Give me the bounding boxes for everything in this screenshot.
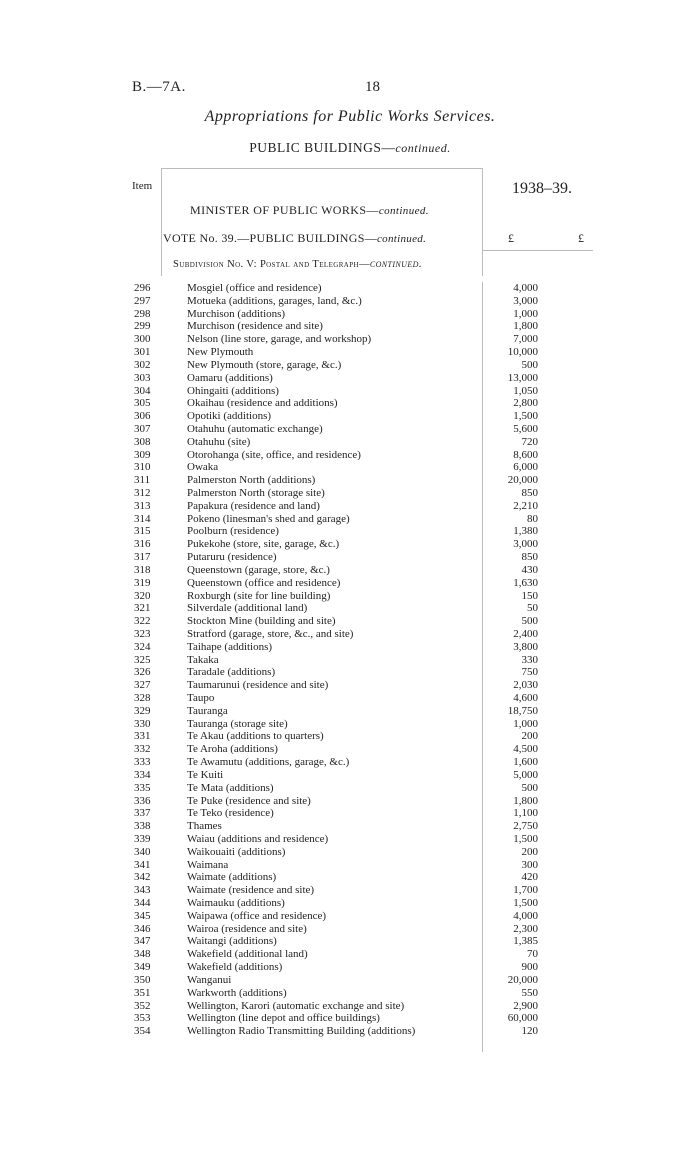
- item-amount: 1,385: [513, 935, 538, 948]
- subdivision-continued: continued.: [369, 258, 422, 270]
- item-amount: 500: [521, 781, 538, 794]
- table-row: [0, 884, 700, 897]
- item-description: Wellington (line depot and office buildings): [187, 1012, 380, 1025]
- table-row: [0, 743, 700, 756]
- table-row: [0, 308, 700, 321]
- item-description: Motueka (additions, garages, land, &c.): [187, 294, 362, 307]
- table-row: [0, 1025, 700, 1038]
- vote-main: VOTE No. 39.—PUBLIC BUILDINGS—: [163, 231, 377, 245]
- item-amount: 3,000: [513, 294, 538, 307]
- item-description: Takaka: [187, 653, 219, 666]
- item-number: 334: [134, 768, 151, 781]
- item-description: Opotiki (additions): [187, 410, 272, 423]
- item-amount: 900: [521, 961, 538, 974]
- item-description: Thames: [187, 820, 222, 833]
- table-row: [0, 346, 700, 359]
- table-row: [0, 397, 700, 410]
- item-description: Wakefield (additional land): [187, 948, 308, 961]
- table-row: [0, 769, 700, 782]
- item-number: 330: [134, 717, 151, 730]
- item-amount: 2,300: [513, 922, 538, 935]
- item-number: 331: [134, 730, 151, 743]
- item-column-header: Item: [132, 180, 153, 192]
- item-number: 321: [134, 602, 151, 615]
- item-number: 329: [134, 704, 151, 717]
- year-header: 1938–39.: [512, 180, 572, 197]
- table-row: [0, 538, 700, 551]
- item-amount: 20,000: [507, 973, 538, 986]
- item-amount: 150: [521, 589, 538, 602]
- item-description: Taradale (additions): [187, 666, 276, 679]
- item-description: New Plymouth (store, garage, &c.): [187, 358, 342, 371]
- item-number: 353: [134, 1012, 151, 1025]
- item-number: 313: [134, 499, 151, 512]
- item-number: 304: [134, 384, 151, 397]
- item-description: Waitangi (additions): [187, 935, 277, 948]
- item-amount: 2,400: [513, 627, 538, 640]
- item-number: 337: [134, 807, 151, 820]
- item-number: 305: [134, 397, 151, 410]
- item-amount: 4,500: [513, 743, 538, 756]
- item-number: 347: [134, 935, 151, 948]
- item-description: Tauranga: [187, 704, 228, 717]
- item-number: 302: [134, 358, 151, 371]
- item-number: 300: [134, 333, 151, 346]
- item-amount: 50: [527, 602, 538, 615]
- item-number: 312: [134, 487, 151, 499]
- item-amount: 720: [521, 435, 538, 448]
- item-amount: 13,000: [507, 371, 538, 384]
- table-row: [0, 1000, 700, 1013]
- item-number: 308: [134, 435, 151, 448]
- table-row: [0, 525, 700, 538]
- item-amount: 6,000: [513, 461, 538, 474]
- item-number: 340: [134, 845, 151, 858]
- item-amount: 60,000: [507, 1012, 538, 1025]
- table-row: [0, 1012, 700, 1025]
- vote-continued: continued.: [377, 233, 427, 245]
- item-number: 301: [134, 346, 151, 359]
- table-row: [0, 513, 700, 526]
- table-row: [0, 602, 700, 615]
- subdivision-heading: [173, 258, 422, 270]
- table-row: [0, 487, 700, 500]
- item-description: Roxburgh (site for line building): [187, 589, 331, 602]
- item-amount: 750: [521, 666, 538, 679]
- item-number: 328: [134, 692, 151, 704]
- table-row: [0, 615, 700, 628]
- minister-heading: [190, 203, 429, 218]
- table-row: [0, 705, 700, 718]
- item-amount: 1,500: [513, 410, 538, 423]
- item-amount: 2,800: [513, 397, 538, 410]
- item-number: 309: [134, 448, 151, 461]
- item-amount: 500: [521, 615, 538, 628]
- item-number: 298: [134, 307, 151, 320]
- item-description: Te Kuiti: [187, 768, 224, 781]
- item-amount: 1,700: [513, 884, 538, 897]
- item-description: Okaihau (residence and additions): [187, 397, 338, 410]
- minister-continued: continued.: [378, 205, 429, 217]
- item-number: 346: [134, 922, 151, 935]
- item-amount: 3,800: [513, 640, 538, 653]
- currency-symbol-column2: £: [578, 231, 584, 245]
- item-description: Taupo: [187, 692, 215, 704]
- item-number: 339: [134, 832, 151, 845]
- item-amount: 850: [521, 551, 538, 564]
- table-row: [0, 333, 700, 346]
- table-row: [0, 641, 700, 654]
- item-amount: 8,600: [513, 448, 538, 461]
- item-amount: 200: [521, 845, 538, 858]
- item-description: Te Akau (additions to quarters): [187, 730, 324, 743]
- appropriations-table: [0, 282, 700, 1038]
- item-amount: 1,100: [513, 807, 538, 820]
- item-amount: 850: [521, 487, 538, 499]
- item-number: 299: [134, 320, 151, 333]
- table-row: [0, 577, 700, 590]
- table-row: [0, 590, 700, 603]
- item-number: 327: [134, 679, 151, 692]
- item-number: 333: [134, 756, 151, 769]
- table-row: [0, 423, 700, 436]
- item-amount: 7,000: [513, 333, 538, 346]
- table-row: [0, 320, 700, 333]
- table-row: [0, 782, 700, 795]
- table-row: [0, 295, 700, 308]
- item-description: Palmerston North (storage site): [187, 487, 325, 499]
- item-description: Waimate (residence and site): [187, 884, 315, 897]
- item-description: Murchison (residence and site): [187, 320, 323, 333]
- item-amount: 20,000: [507, 474, 538, 487]
- item-number: 319: [134, 576, 151, 589]
- item-description: Wanganui: [187, 973, 232, 986]
- item-amount: 1,800: [513, 320, 538, 333]
- table-row: [0, 692, 700, 705]
- item-amount: 4,000: [513, 909, 538, 922]
- item-number: 322: [134, 615, 151, 628]
- item-number: 336: [134, 794, 151, 807]
- item-amount: 10,000: [507, 346, 538, 359]
- table-row: [0, 474, 700, 487]
- item-amount: 2,030: [513, 679, 538, 692]
- table-row: [0, 461, 700, 474]
- item-amount: 1,800: [513, 794, 538, 807]
- item-amount: 1,000: [513, 307, 538, 320]
- item-amount: 1,380: [513, 525, 538, 538]
- table-row: [0, 859, 700, 872]
- section-subtitle: [0, 140, 700, 156]
- item-amount: 1,630: [513, 576, 538, 589]
- item-number: 349: [134, 961, 151, 974]
- table-row: [0, 935, 700, 948]
- item-description: Waikouaiti (additions): [187, 845, 286, 858]
- item-description: Wellington, Karori (automatic exchange and site): [187, 999, 405, 1012]
- vote-heading: [163, 231, 426, 246]
- item-number: 320: [134, 589, 151, 602]
- item-number: 332: [134, 743, 151, 756]
- item-column-rule: [161, 168, 162, 276]
- item-number: 303: [134, 371, 151, 384]
- item-description: Otahuhu (site): [187, 435, 251, 448]
- item-amount: 1,500: [513, 832, 538, 845]
- item-amount: 5,600: [513, 422, 538, 435]
- item-description: Queenstown (office and residence): [187, 576, 341, 589]
- item-amount: 2,900: [513, 999, 538, 1012]
- table-row: [0, 846, 700, 859]
- table-row: [0, 987, 700, 1000]
- item-description: Tauranga (storage site): [187, 717, 288, 730]
- item-number: 314: [134, 512, 151, 525]
- item-description: Te Puke (residence and site): [187, 794, 311, 807]
- table-row: [0, 372, 700, 385]
- item-description: Waipawa (office and residence): [187, 909, 327, 922]
- item-amount: 2,750: [513, 820, 538, 833]
- minister-main: MINISTER OF PUBLIC WORKS—: [190, 203, 379, 217]
- currency-symbol-column1: £: [508, 231, 514, 245]
- item-number: 296: [134, 282, 151, 294]
- table-row: [0, 654, 700, 667]
- table-row: [0, 730, 700, 743]
- table-row: [0, 871, 700, 884]
- item-amount: 500: [521, 358, 538, 371]
- table-row: [0, 436, 700, 449]
- item-description: Wellington Radio Transmitting Building (additions): [187, 1025, 416, 1038]
- item-description: Waiau (additions and residence): [187, 832, 329, 845]
- table-row: [0, 500, 700, 513]
- item-amount: 300: [521, 858, 538, 871]
- item-amount: 1,500: [513, 897, 538, 909]
- table-row: [0, 807, 700, 820]
- item-number: 325: [134, 653, 151, 666]
- item-description: Taumarunui (residence and site): [187, 679, 329, 692]
- item-number: 350: [134, 973, 151, 986]
- item-amount: 330: [521, 653, 538, 666]
- item-description: Warkworth (additions): [187, 986, 287, 999]
- item-description: Waimana: [187, 858, 229, 871]
- item-description: Mosgiel (office and residence): [187, 282, 322, 294]
- item-description: Waimauku (additions): [187, 897, 285, 909]
- item-number: 297: [134, 294, 151, 307]
- item-amount: 80: [527, 512, 538, 525]
- item-description: Wairoa (residence and site): [187, 922, 307, 935]
- item-description: Putaruru (residence): [187, 551, 277, 564]
- item-description: Papakura (residence and land): [187, 499, 320, 512]
- subtitle-continued: continued.: [395, 141, 451, 155]
- table-row: [0, 718, 700, 731]
- item-description: Taihape (additions): [187, 640, 273, 653]
- item-number: 335: [134, 781, 151, 794]
- item-description: Te Mata (additions): [187, 781, 274, 794]
- item-description: Poolburn (residence): [187, 525, 279, 538]
- table-row: [0, 974, 700, 987]
- currency-rule: [483, 250, 593, 251]
- item-description: Ohingaiti (additions): [187, 384, 279, 397]
- item-number: 311: [134, 474, 151, 487]
- item-number: 338: [134, 820, 151, 833]
- item-description: Oamaru (additions): [187, 371, 273, 384]
- item-description: Murchison (additions): [187, 307, 286, 320]
- table-row: [0, 282, 700, 295]
- item-number: 341: [134, 858, 151, 871]
- subdivision-main: Subdivision No. V: Postal and Telegraph—: [173, 259, 370, 270]
- item-number: 326: [134, 666, 151, 679]
- page-number: 18: [365, 79, 380, 95]
- table-row: [0, 756, 700, 769]
- item-number: 315: [134, 525, 151, 538]
- item-number: 306: [134, 410, 151, 423]
- table-row: [0, 948, 700, 961]
- item-number: 318: [134, 563, 151, 576]
- page-title: Appropriations for Public Works Services.: [204, 108, 496, 125]
- table-row: [0, 666, 700, 679]
- table-row: [0, 833, 700, 846]
- item-description: Queenstown (garage, store, &c.): [187, 563, 330, 576]
- item-number: 316: [134, 538, 151, 551]
- table-row: [0, 628, 700, 641]
- item-number: 344: [134, 897, 151, 909]
- item-number: 324: [134, 640, 151, 653]
- item-amount: 5,000: [513, 768, 538, 781]
- item-description: Pukekohe (store, site, garage, &c.): [187, 538, 340, 551]
- year-column-rule: [482, 168, 483, 276]
- item-description: Waimate (additions): [187, 871, 277, 884]
- item-description: Otahuhu (automatic exchange): [187, 422, 323, 435]
- item-number: 307: [134, 422, 151, 435]
- item-description: Palmerston North (additions): [187, 474, 316, 487]
- item-amount: 1,050: [513, 384, 538, 397]
- item-amount: 2,210: [513, 499, 538, 512]
- item-amount: 1,000: [513, 717, 538, 730]
- item-description: Stratford (garage, store, &c., and site): [187, 627, 354, 640]
- item-description: Stockton Mine (building and site): [187, 615, 336, 628]
- subtitle-main: PUBLIC BUILDINGS—: [249, 140, 396, 155]
- item-number: 317: [134, 551, 151, 564]
- item-number: 345: [134, 909, 151, 922]
- table-row: [0, 449, 700, 462]
- item-number: 351: [134, 986, 151, 999]
- item-amount: 4,000: [513, 282, 538, 294]
- item-description: Nelson (line store, garage, and workshop): [187, 333, 372, 346]
- item-amount: 120: [521, 1025, 538, 1038]
- table-row: [0, 795, 700, 808]
- item-amount: 18,750: [507, 704, 538, 717]
- item-description: Wakefield (additions): [187, 961, 283, 974]
- item-description: Otorohanga (site, office, and residence): [187, 448, 361, 461]
- item-amount: 4,600: [513, 692, 538, 704]
- item-amount: 550: [521, 986, 538, 999]
- item-amount: 430: [521, 563, 538, 576]
- item-amount: 200: [521, 730, 538, 743]
- table-row: [0, 551, 700, 564]
- item-description: New Plymouth: [187, 346, 254, 359]
- item-amount: 3,000: [513, 538, 538, 551]
- item-amount: 420: [521, 871, 538, 884]
- table-row: [0, 897, 700, 910]
- header-rule: [162, 168, 482, 169]
- item-description: Owaka: [187, 461, 219, 474]
- item-number: 342: [134, 871, 151, 884]
- table-row: [0, 359, 700, 372]
- table-row: [0, 961, 700, 974]
- item-number: 348: [134, 948, 151, 961]
- item-number: 354: [134, 1025, 151, 1038]
- item-description: Silverdale (additional land): [187, 602, 308, 615]
- table-row: [0, 410, 700, 423]
- item-description: Te Aroha (additions): [187, 743, 278, 756]
- table-row: [0, 820, 700, 833]
- document-reference: B.—7A.: [132, 79, 186, 95]
- item-number: 343: [134, 884, 151, 897]
- table-row: [0, 923, 700, 936]
- item-number: 323: [134, 627, 151, 640]
- item-number: 352: [134, 999, 151, 1012]
- table-row: [0, 910, 700, 923]
- item-amount: 70: [527, 948, 538, 961]
- item-description: Te Awamutu (additions, garage, &c.): [187, 756, 350, 769]
- table-row: [0, 564, 700, 577]
- item-amount: 1,600: [513, 756, 538, 769]
- item-description: Pokeno (linesman's shed and garage): [187, 512, 350, 525]
- item-number: 310: [134, 461, 151, 474]
- table-row: [0, 385, 700, 398]
- item-description: Te Teko (residence): [187, 807, 274, 820]
- table-row: [0, 679, 700, 692]
